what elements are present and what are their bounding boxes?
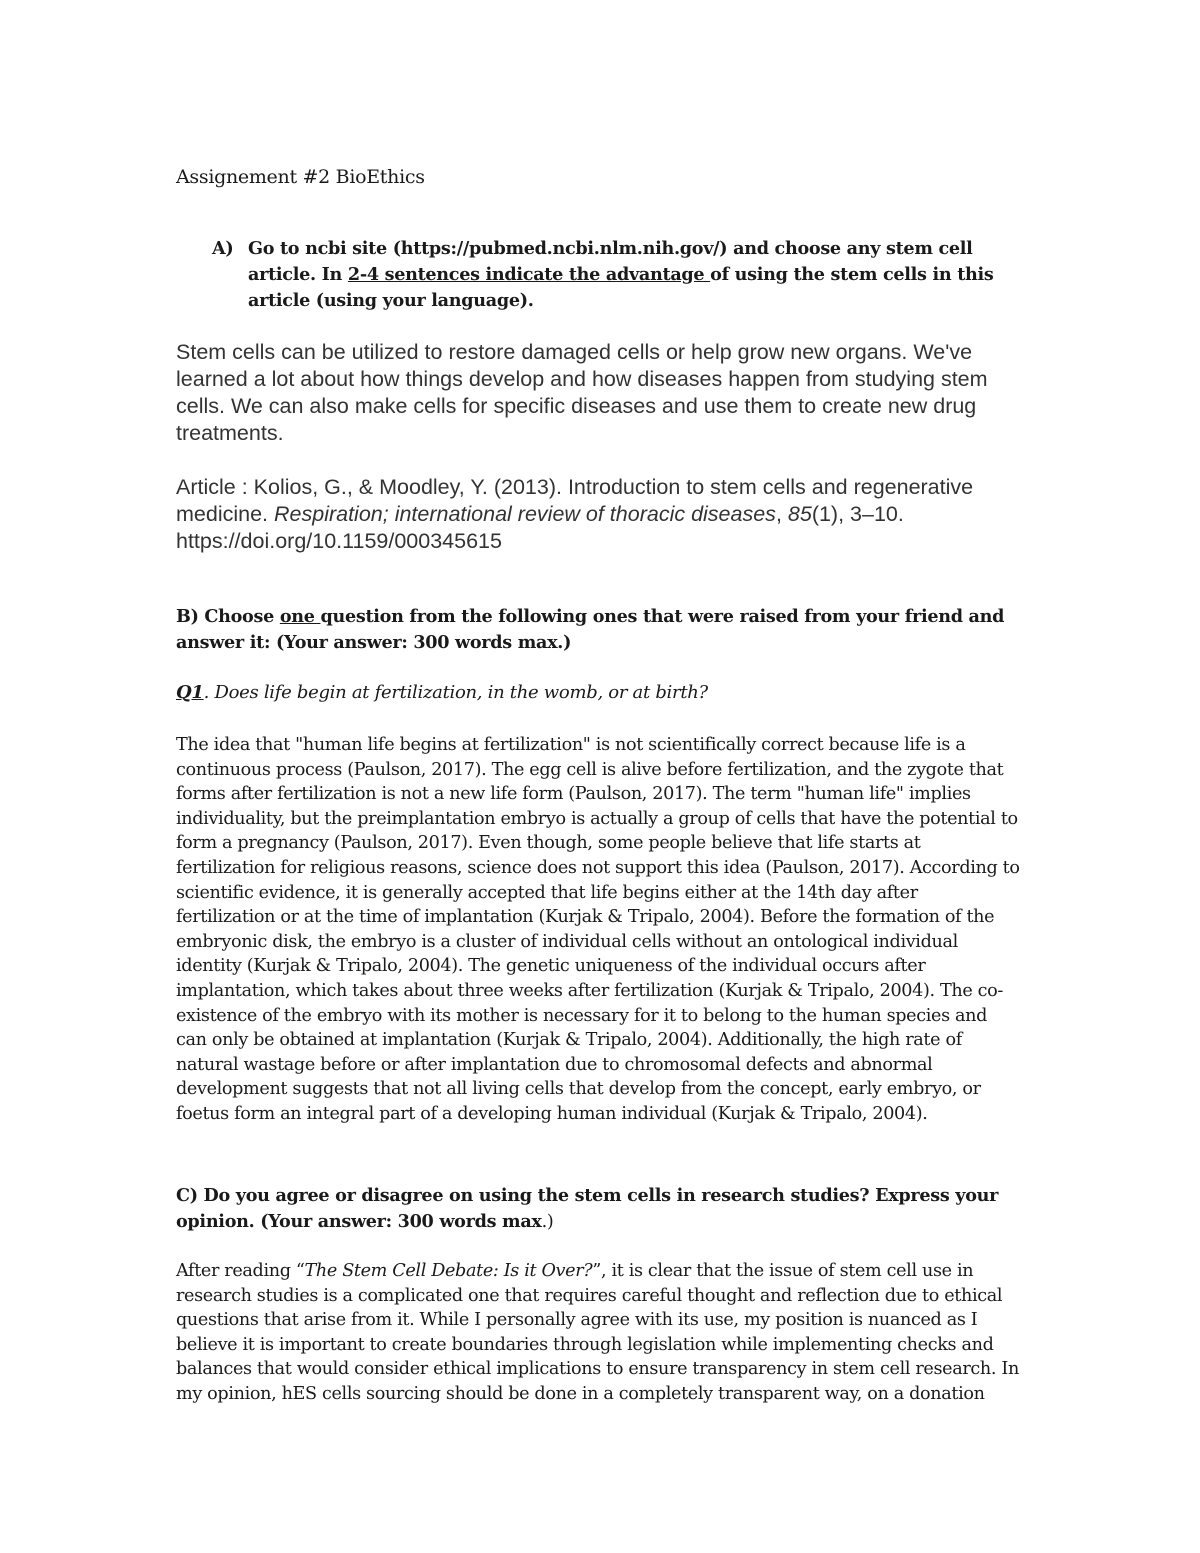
question-q1-label: Q1 bbox=[176, 682, 204, 703]
section-c-article-title: The Stem Cell Debate: Is it Over? bbox=[304, 1261, 593, 1281]
question-q1-text: . Does life begin at fertilization, in the womb, or at birth? bbox=[203, 682, 708, 703]
question-q1 bbox=[176, 682, 708, 703]
section-a-answer: Stem cells can be utilized to restore damaged cells or help grow new organs. We've learned a lot about how things develop and how diseases happen from studying stem cells. We can also make cells for specific diseases and use them to create new drug treatments. bbox=[176, 340, 988, 445]
citation-separator: , bbox=[775, 502, 788, 526]
section-a-question-underlined: 2-4 sentences indicate the advantage bbox=[347, 264, 711, 285]
section-c-heading-part2: .) bbox=[541, 1212, 554, 1232]
section-c-answer-lead: After reading “ bbox=[176, 1261, 305, 1281]
section-b-heading-underlined: one bbox=[279, 606, 321, 627]
section-a-citation bbox=[176, 474, 1016, 555]
citation-issue-pages: (1), 3–10. bbox=[811, 502, 904, 526]
section-c-answer bbox=[176, 1259, 1021, 1407]
section-a-question-part1: Go to ncbi site (https://pubmed.ncbi.nlm.nih.gov/) and choose any stem cell article. In bbox=[248, 238, 973, 285]
citation-journal: Respiration; international review of thoracic diseases bbox=[274, 502, 776, 526]
section-b-heading-part1: B) Choose bbox=[176, 606, 280, 627]
section-b-answer: The idea that "human life begins at fertilization" is not scientifically correct because life is a continuous process (Paulson, 2017). The egg cell is alive before fertilization, and the zygote that forms after fertilization is not a new life form (Paulson, 2017). The term "human life" implies individuality, but the preimplantation embryo is actually a group of cells that have the potential to form a pregnancy (Paulson, 2017). Even though, some people believe that life starts at fertilization for religious reasons, science does not support this idea (Paulson, 2017). According to scientific evidence, it is generally accepted that life begins either at the 14th day after fertilization or at the time of implantation (Kurjak & Tripalo, 2004). Before the formation of the embryonic disk, the embryo is a cluster of individual cells without an ontological individual identity (Kurjak & Tripalo, 2004). The genetic uniqueness of the individual occurs after implantation, which takes about three weeks after fertilization (Kurjak & Tripalo, 2004). The co-existence of the embryo with its mother is necessary for it to belong to the human species and can only be obtained at implantation (Kurjak & Tripalo, 2004). Additionally, the high rate of natural wastage before or after implantation due to chromosomal defects and abnormal development suggests that not all living cells that develop from the concept, early embryo, or foetus form an integral part of a developing human individual (Kurjak & Tripalo, 2004). bbox=[176, 735, 1020, 1124]
section-b-heading bbox=[176, 604, 1016, 656]
section-a-question-text bbox=[248, 236, 1016, 314]
section-a-question-part2: of using the stem cells in this article (using your language). bbox=[248, 264, 994, 311]
document-title: Assignement #2 BioEthics bbox=[176, 166, 425, 188]
section-c-heading bbox=[176, 1183, 1016, 1235]
citation-text: Article : Kolios, G., & Moodley, Y. (2013). Introduction to stem cells and regenerative medicine. bbox=[176, 475, 974, 526]
section-c-heading-part1: C) Do you agree or disagree on using the stem cells in research studies? Express your opinion. (Your answer: 300 words max bbox=[176, 1185, 999, 1232]
section-c-answer-rest: , it is clear that the issue of stem cell use in research studies is a complicated one that requires careful thought and reflection due to ethical questions that arise from it. While I personally agree with its use, my position is nuanced as I believe it is important to create boundaries through legislation while implementing checks and balances that would consider ethical implications to ensure transparency in stem cell research. In my opinion, hES cells sourcing should be done in a completely transparent way, on a donation bbox=[176, 1261, 1019, 1404]
section-a-question bbox=[176, 236, 1016, 314]
section-a-marker: A) bbox=[212, 238, 234, 259]
section-b-heading-part2: question from the following ones that were raised from your friend and answer it: (Your answer: 300 words max.) bbox=[176, 606, 1005, 653]
section-c-answer-close-quote: ” bbox=[592, 1261, 601, 1281]
citation-volume: 85 bbox=[787, 502, 812, 526]
citation-doi-link[interactable]: https://doi.org/10.1159/000345615 bbox=[176, 529, 502, 553]
